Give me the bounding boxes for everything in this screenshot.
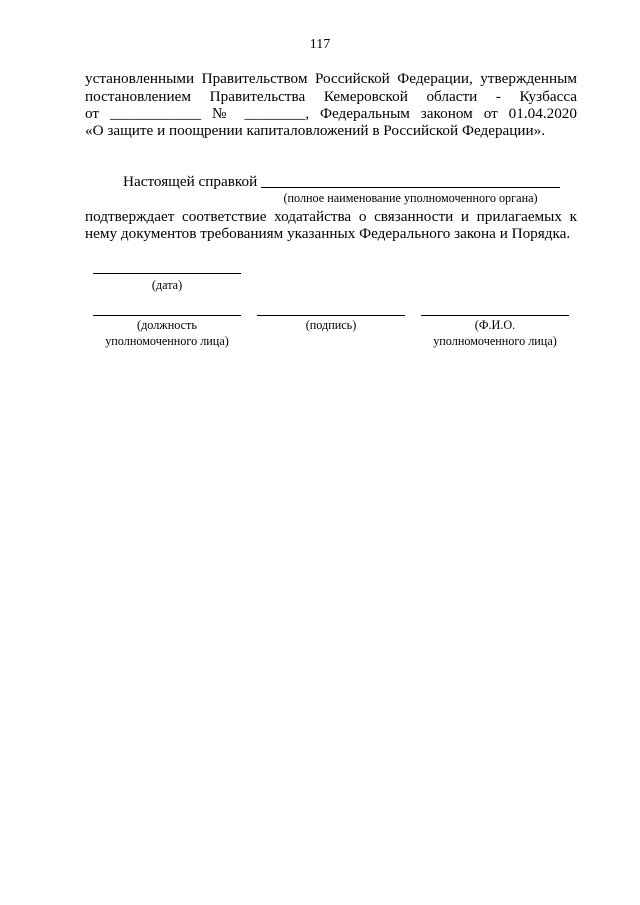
certificate-lead-text: Настоящей справкой [123,173,258,190]
full-name-caption-line-2: уполномоченного лица) [433,334,557,348]
signature-line [257,315,405,316]
certificate-line: подтверждает соответствие ходатайства о связанности и прилагаемых к [85,208,577,225]
full-name-line [421,315,569,316]
full-name-caption-line-1: (Ф.И.О. [474,318,516,332]
position-line [93,315,241,316]
paragraph-line: установленными Правительством Российской Федерации, утвержденным [85,70,577,87]
paragraph-line: постановлением Правительства Кемеровской области - Кузбасса [85,88,577,105]
page-number: 117 [309,37,331,52]
paragraph-line: «О защите и поощрении капиталовложений в Российской Федерации». [85,122,546,139]
position-caption-line-1: (должность [137,318,197,332]
position-caption-line-2: уполномоченного лица) [105,334,229,348]
paragraph-line: от ____________ № ________, Федеральным законом от 01.04.2020 [85,105,577,122]
organ-name-line [261,187,560,188]
date-line [93,273,241,274]
organ-name-caption: (полное наименование уполномоченного органа) [283,191,538,205]
signature-caption: (подпись) [305,318,357,332]
certificate-line: нему документов требованиям указанных Федерального закона и Порядка. [85,225,571,242]
date-caption: (дата) [151,278,183,292]
